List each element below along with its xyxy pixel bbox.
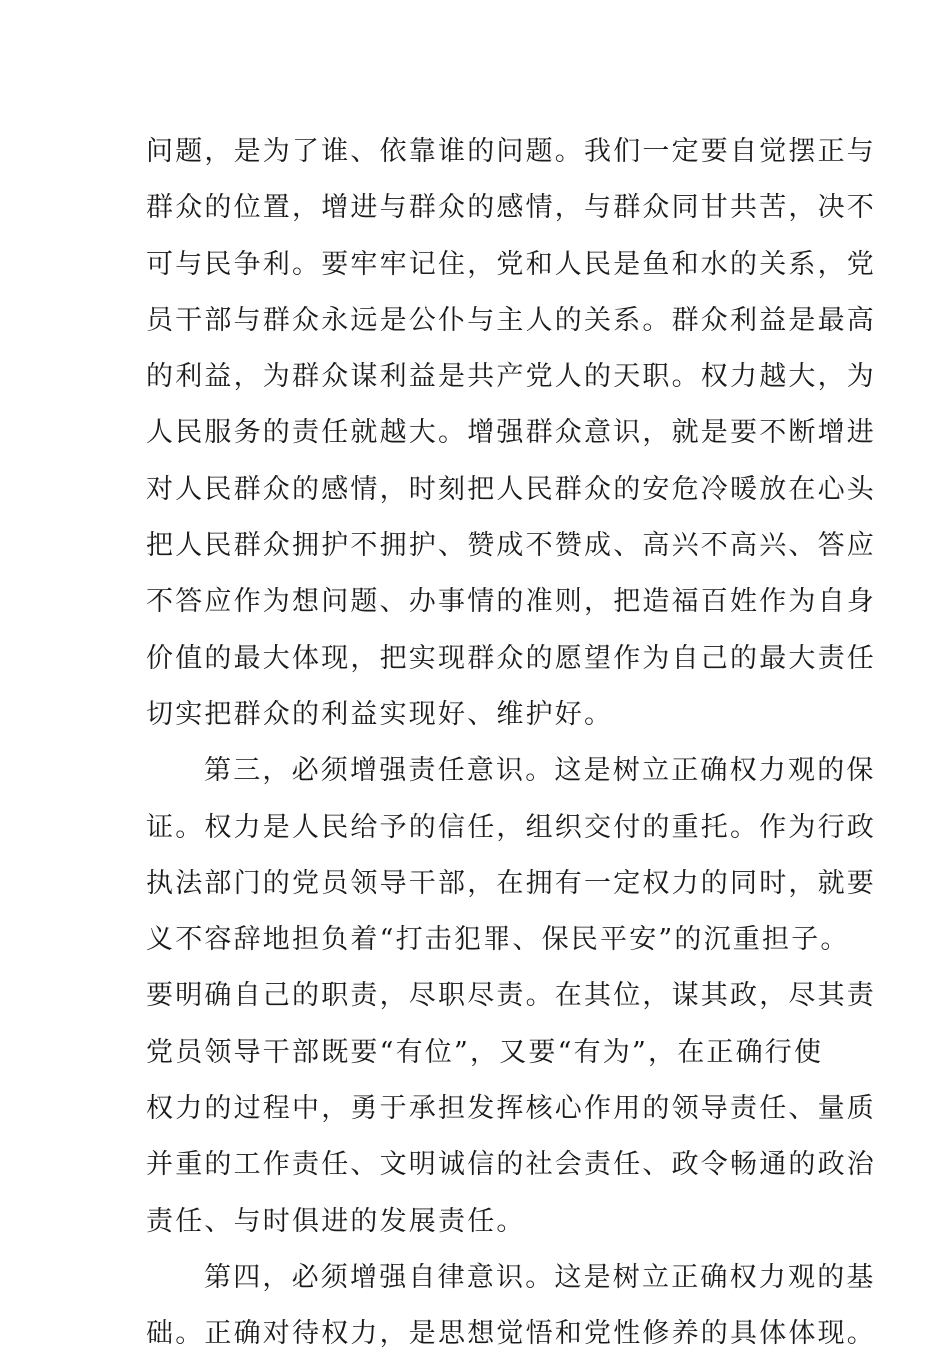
text-line: 并重的工作责任、文明诚信的社会责任、政令畅通的政治 xyxy=(146,1149,876,1181)
text-line: 对人民群众的感情，时刻把人民群众的安危冷暖放在心头 xyxy=(146,473,876,505)
text-line: 权力的过程中，勇于承担发挥核心作用的领导责任、量质 xyxy=(146,1093,876,1125)
text-line: 础。正确对待权力，是思想觉悟和党性修养的具体体现。 xyxy=(146,1318,876,1350)
text-line: 不答应作为想问题、办事情的准则，把造福百姓作为自身 xyxy=(146,586,876,618)
text-line: 党员领导干部既要“有位”，又要“有为”，在正确行使 xyxy=(146,1036,824,1068)
text-line: 人民服务的责任就越大。增强群众意识，就是要不断增进 xyxy=(146,417,876,449)
text-line: 问题，是为了谁、依靠谁的问题。我们一定要自觉摆正与 xyxy=(146,136,876,167)
paragraph-start-line: 第四，必须增强自律意识。这是树立正确权力观的基 xyxy=(204,1261,876,1293)
text-line: 把人民群众拥护不拥护、赞成不赞成、高兴不高兴、答应 xyxy=(146,530,876,562)
text-line: 责任、与时俱进的发展责任。 xyxy=(146,1205,526,1237)
text-line: 价值的最大体现，把实现群众的愿望作为自己的最大责任 xyxy=(146,642,876,674)
text-line: 执法部门的党员领导干部，在拥有一定权力的同时，就要 xyxy=(146,867,876,899)
text-line: 群众的位置，增进与群众的感情，与群众同甘共苦，决不 xyxy=(146,192,876,224)
text-line: 可与民争利。要牢牢记住，党和人民是鱼和水的关系，党 xyxy=(146,248,876,280)
text-line: 义不容辞地担负着“打击犯罪、保民平安”的沉重担子。 xyxy=(146,924,850,956)
text-line: 的利益，为群众谋利益是共产党人的天职。权力越大，为 xyxy=(146,361,876,393)
text-line: 切实把群众的利益实现好、维护好。 xyxy=(146,698,614,730)
paragraph-start-line: 第三，必须增强责任意识。这是树立正确权力观的保 xyxy=(204,755,876,787)
text-line: 要明确自己的职责，尽职尽责。在其位，谋其政，尽其责 xyxy=(146,980,876,1012)
text-line: 证。权力是人民给予的信任，组织交付的重托。作为行政 xyxy=(146,811,876,843)
body-text xyxy=(146,124,876,1363)
text-line: 员干部与群众永远是公仆与主人的关系。群众利益是最高 xyxy=(146,304,876,336)
